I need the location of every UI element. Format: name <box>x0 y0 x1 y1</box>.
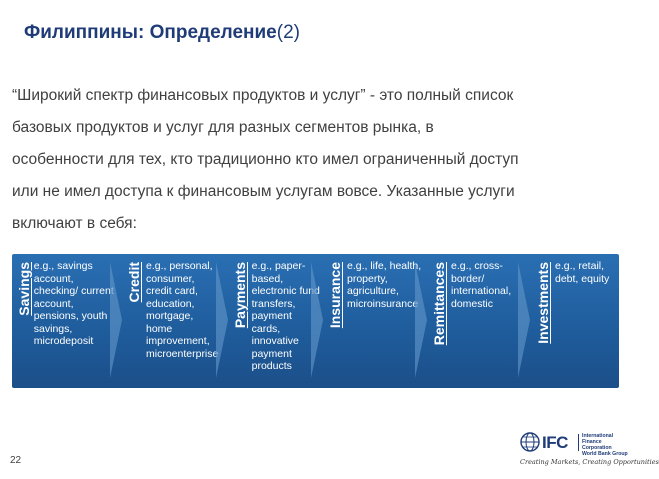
page-number: 22 <box>10 455 22 466</box>
category-label: Remittances <box>431 262 447 346</box>
paragraph-line: включают в себя: <box>12 215 137 232</box>
list-item: e.g., paper- <box>251 260 306 272</box>
globe-icon <box>520 432 540 452</box>
chevron-arrow-icon <box>415 262 427 378</box>
slide-title <box>24 22 300 44</box>
category-insurance <box>325 258 425 382</box>
logo-divider <box>578 434 579 451</box>
list-item: transfers, <box>251 297 296 310</box>
list-item: payment cards, <box>251 310 292 335</box>
list-item: consumer, <box>146 272 195 285</box>
list-item: property, <box>347 272 388 285</box>
list-item: education, <box>146 297 195 310</box>
category-items <box>32 258 114 382</box>
logo-org-line: International <box>582 433 614 439</box>
list-item: e.g., personal, <box>146 260 213 272</box>
list-item: account, <box>33 297 74 310</box>
list-item: border/ <box>451 272 485 285</box>
slide-title-main: Филиппины: Определение <box>24 22 277 43</box>
category-investments <box>533 258 615 382</box>
list-item: pensions, youth <box>33 310 108 322</box>
category-label: Investments <box>535 262 551 344</box>
list-item: savings, <box>33 322 73 335</box>
list-item: based, <box>251 272 284 285</box>
list-item: e.g., cross- <box>451 260 503 272</box>
list-item: microdeposit <box>33 335 94 347</box>
category-label: Savings <box>15 262 32 316</box>
paragraph-line: или не имел доступа к финансовым услугам вовсе. Указанные услуги <box>12 183 515 200</box>
list-item: e.g., retail, <box>555 260 605 272</box>
chevron-arrow-icon <box>216 262 228 378</box>
paragraph-line: “Широкий спектр финансовых продуктов и услуг” - это полный список <box>12 87 514 104</box>
paragraph-line: особенности для тех, кто традиционно кто имел ограниченный доступ <box>12 151 519 168</box>
list-item: agriculture, <box>347 285 399 297</box>
definition-paragraph <box>12 80 622 240</box>
list-item: checking/ current <box>33 285 114 297</box>
category-label: Payments <box>231 262 248 329</box>
list-item: e.g., life, health, <box>347 260 422 272</box>
list-item: debt, equity <box>555 272 610 285</box>
list-item: home <box>146 322 173 335</box>
list-item: improvement, <box>146 335 210 347</box>
category-items <box>553 258 609 382</box>
category-items <box>345 258 421 382</box>
logo-org-name <box>582 433 632 457</box>
category-items <box>449 258 511 382</box>
list-item: electronic fund <box>251 285 320 297</box>
logo-org-line: World Bank Group <box>582 451 628 457</box>
list-item: products <box>251 360 292 372</box>
list-item: mortgage, <box>146 310 194 322</box>
logo-org-line: Finance Corporation <box>582 439 612 451</box>
list-item: innovative <box>251 335 299 347</box>
category-remittances <box>429 258 527 382</box>
logo-tagline: Creating Markets, Creating Opportunities <box>520 458 659 466</box>
list-item: e.g., savings account, <box>33 260 93 285</box>
logo-brand: IFC <box>542 433 568 452</box>
category-savings <box>16 258 114 382</box>
list-item: credit card, <box>146 285 198 297</box>
chevron-arrow-icon <box>518 262 530 378</box>
paragraph-line: базовых продуктов и услуг для разных сегментов рынка, в <box>12 119 434 136</box>
category-credit <box>124 258 222 382</box>
category-items <box>144 258 218 382</box>
list-item: microenterprise <box>146 347 219 360</box>
ifc-logo <box>520 432 659 472</box>
chevron-arrow-icon <box>110 262 122 378</box>
list-item: international, <box>451 285 512 297</box>
category-label: Credit <box>126 262 142 303</box>
chevron-arrow-icon <box>311 262 323 378</box>
financial-services-diagram <box>12 254 619 388</box>
list-item: microinsurance <box>347 297 419 310</box>
category-payments <box>230 258 322 382</box>
slide-title-number: (2) <box>276 22 300 43</box>
list-item: payment <box>251 347 292 360</box>
category-label: Insurance <box>327 262 343 329</box>
list-item: domestic <box>451 297 494 310</box>
